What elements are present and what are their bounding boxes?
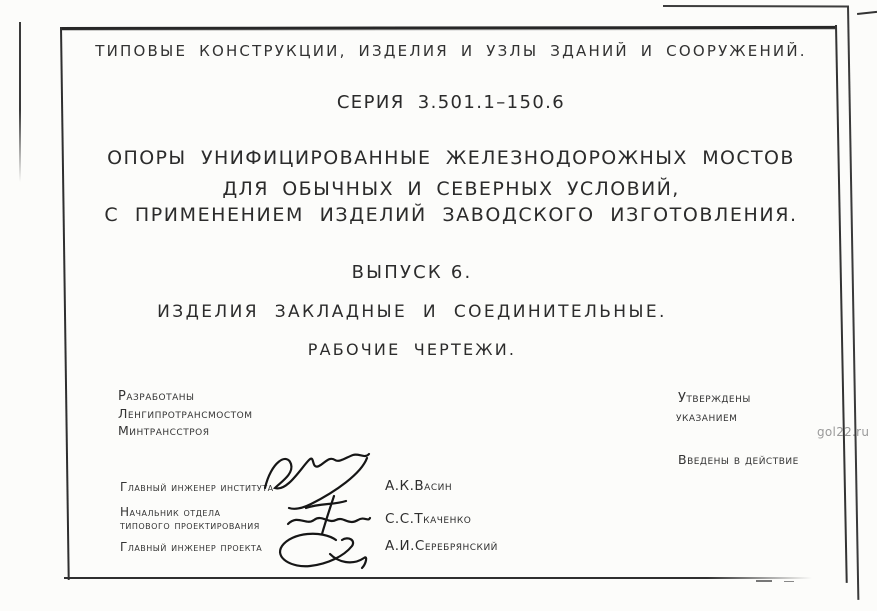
developed-label: Разработаны <box>118 389 195 404</box>
issue-number-line: ВЫПУСК 6. <box>351 262 473 283</box>
frame-top-border <box>60 26 837 30</box>
signature-name-serebryanskiy: А.И.Серебрянский <box>385 538 498 554</box>
document-classification-line: ТИПОВЫЕ КОНСТРУКЦИИ, ИЗДЕЛИЯ И УЗЛЫ ЗДАНИЙ И СООРУЖЕНИЙ. <box>95 42 807 60</box>
signature-name-tkachenko: С.С.Ткаченко <box>385 511 472 527</box>
outer-top-border-line <box>663 5 849 7</box>
frame-bottom-dash <box>784 581 794 582</box>
effective-label: Введены в действие <box>678 452 799 467</box>
issue-worktype-line: РАБОЧИЕ ЧЕРТЕЖИ. <box>307 340 517 359</box>
approved-label: Утверждены <box>678 391 751 406</box>
issue-subject-line: ИЗДЕЛИЯ ЗАКЛАДНЫЕ И СОЕДИНИТЕЛЬНЫЕ. <box>157 302 667 322</box>
main-title-line-2: ДЛЯ ОБЫЧНЫХ И СЕВЕРНЫХ УСЛОВИЙ, <box>222 178 680 200</box>
signature-role-chief-project-engineer: Главный инженер проекта <box>120 540 263 554</box>
signature-name-vasin: А.К.Васин <box>385 478 453 494</box>
main-title-line-3: С ПРИМЕНЕНИЕМ ИЗДЕЛИЙ ЗАВОДСКОГО ИЗГОТОВЛЕНИЯ. <box>104 204 798 226</box>
signature-role-typical-design: типового проектирования <box>120 518 260 532</box>
frame-bottom-border <box>64 577 812 579</box>
signature-role-chief-engineer-institute: Главный инженер института <box>120 480 274 494</box>
signature-scribble-3 <box>272 528 370 572</box>
edge-dash-mark <box>857 11 877 15</box>
outer-left-border-line <box>19 22 21 182</box>
signature-role-head-of-department: Начальник отдела <box>120 505 221 519</box>
watermark-text: gol22.ru <box>817 425 870 439</box>
main-title-line-1: ОПОРЫ УНИФИЦИРОВАННЫЕ ЖЕЛЕЗНОДОРОЖНЫХ МОСТОВ <box>107 147 795 169</box>
developed-org-line-1: Ленгипротрансмостом <box>118 406 253 421</box>
developed-org-line-2: Минтрансстроя <box>118 423 210 438</box>
approved-by-line: указанием <box>676 409 738 424</box>
series-number: СЕРИЯ 3.501.1–150.6 <box>336 92 566 113</box>
frame-bottom-dash <box>756 580 772 582</box>
outer-right-border-line <box>847 6 859 600</box>
